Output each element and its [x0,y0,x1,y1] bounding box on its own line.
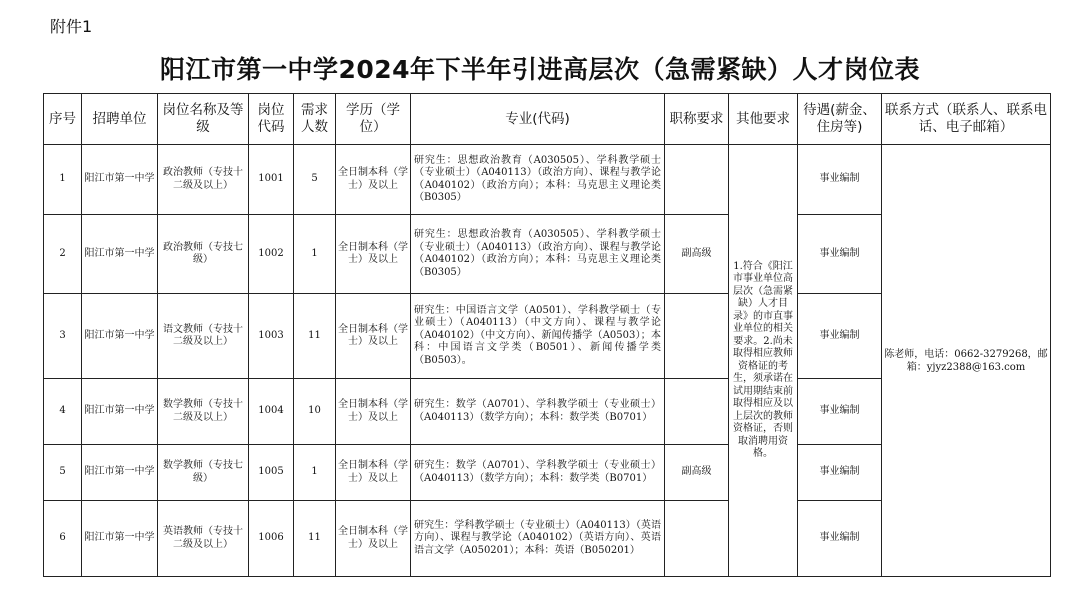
cell-position: 语文教师（专技十二级及以上） [158,294,249,379]
cell-treatment: 事业编制 [798,215,882,294]
cell-title-req [665,145,729,215]
cell-no: 1 [44,145,82,215]
cell-position: 政治教师（专技十二级及以上） [158,145,249,215]
cell-count: 10 [294,379,336,445]
cell-position: 英语教师（专技十二级及以上） [158,501,249,577]
cell-no: 5 [44,445,82,501]
cell-code: 1003 [249,294,294,379]
cell-no: 6 [44,501,82,577]
cell-count: 1 [294,215,336,294]
cell-unit: 阳江市第一中学 [82,294,158,379]
cell-count: 11 [294,501,336,577]
cell-unit: 阳江市第一中学 [82,145,158,215]
header-no: 序号 [44,94,82,145]
cell-unit: 阳江市第一中学 [82,501,158,577]
cell-education: 全日制本科（学士）及以上 [336,294,411,379]
cell-major: 研究生：中国语言文学（A0501）、学科教学硕士（专业硕士）（A040113）（中文方向）、课程与教学论（A040102）（中文方向）、新闻传播学（A0503）；本科：中国语言文学类（B0501）、新闻传播学类（B0503）。 [411,294,665,379]
header-major: 专业(代码) [411,94,665,145]
cell-unit: 阳江市第一中学 [82,445,158,501]
cell-major: 研究生：思想政治教育（A030505）、学科教学硕士（专业硕士）（A040113）（政治方向）、课程与教学论（A040102）（政治方向）；本科：马克思主义理论类（B0305） [411,215,665,294]
cell-other-requirements: 1.符合《阳江市事业单位高层次（急需紧缺）人才目录》的市直事业单位的相关要求。2.尚未取得相应教师资格证的考生，须承诺在试用期结束前取得相应及以上层次的教师资格证，否则取消聘用资格。 [729,145,798,577]
cell-treatment: 事业编制 [798,445,882,501]
cell-major: 研究生：数学（A0701）、学科教学硕士（专业硕士）（A040113）（数学方向）；本科：数学类（B0701） [411,445,665,501]
header-title-req: 职称要求 [665,94,729,145]
header-contact: 联系方式（联系人、联系电话、电子邮箱） [882,94,1051,145]
cell-count: 11 [294,294,336,379]
cell-title-req: 副高级 [665,445,729,501]
table-row [44,145,1051,215]
positions-table [43,93,1051,577]
cell-education: 全日制本科（学士）及以上 [336,215,411,294]
cell-title-req: 副高级 [665,215,729,294]
cell-treatment: 事业编制 [798,379,882,445]
cell-major: 研究生：学科教学硕士（专业硕士）（A040113）（英语方向）、课程与教学论（A040102）（英语方向）、英语语言文学（A050201）；本科：英语（B050201） [411,501,665,577]
cell-education: 全日制本科（学士）及以上 [336,145,411,215]
cell-education: 全日制本科（学士）及以上 [336,379,411,445]
header-treatment: 待遇(薪金、住房等) [798,94,882,145]
cell-position: 数学教师（专技十二级及以上） [158,379,249,445]
cell-code: 1004 [249,379,294,445]
cell-position: 数学教师（专技七级） [158,445,249,501]
cell-education: 全日制本科（学士）及以上 [336,501,411,577]
cell-code: 1005 [249,445,294,501]
header-unit: 招聘单位 [82,94,158,145]
table-header-row [44,94,1051,145]
cell-treatment: 事业编制 [798,145,882,215]
cell-count: 5 [294,145,336,215]
cell-unit: 阳江市第一中学 [82,215,158,294]
cell-treatment: 事业编制 [798,501,882,577]
cell-title-req [665,501,729,577]
annex-label: 附件1 [50,17,93,36]
cell-education: 全日制本科（学士）及以上 [336,445,411,501]
cell-major: 研究生：数学（A0701）、学科教学硕士（专业硕士）（A040113）（数学方向）；本科：数学类（B0701） [411,379,665,445]
header-position: 岗位名称及等级 [158,94,249,145]
cell-no: 2 [44,215,82,294]
cell-unit: 阳江市第一中学 [82,379,158,445]
cell-title-req [665,379,729,445]
page-title: 阳江市第一中学2024年下半年引进高层次（急需紧缺）人才岗位表 [159,55,921,84]
cell-code: 1006 [249,501,294,577]
header-other: 其他要求 [729,94,798,145]
cell-treatment: 事业编制 [798,294,882,379]
cell-contact: 陈老师，电话：0662-3279268，邮箱：yjyz2388@163.com [882,145,1051,577]
cell-major: 研究生：思想政治教育（A030505）、学科教学硕士（专业硕士）（A040113）（政治方向）、课程与教学论（A040102）（政治方向）；本科：马克思主义理论类（B0305） [411,145,665,215]
cell-count: 1 [294,445,336,501]
header-education: 学历（学位） [336,94,411,145]
cell-no: 4 [44,379,82,445]
cell-code: 1002 [249,215,294,294]
cell-code: 1001 [249,145,294,215]
header-code: 岗位代码 [249,94,294,145]
cell-no: 3 [44,294,82,379]
cell-position: 政治教师（专技七级） [158,215,249,294]
cell-title-req [665,294,729,379]
header-count: 需求人数 [294,94,336,145]
